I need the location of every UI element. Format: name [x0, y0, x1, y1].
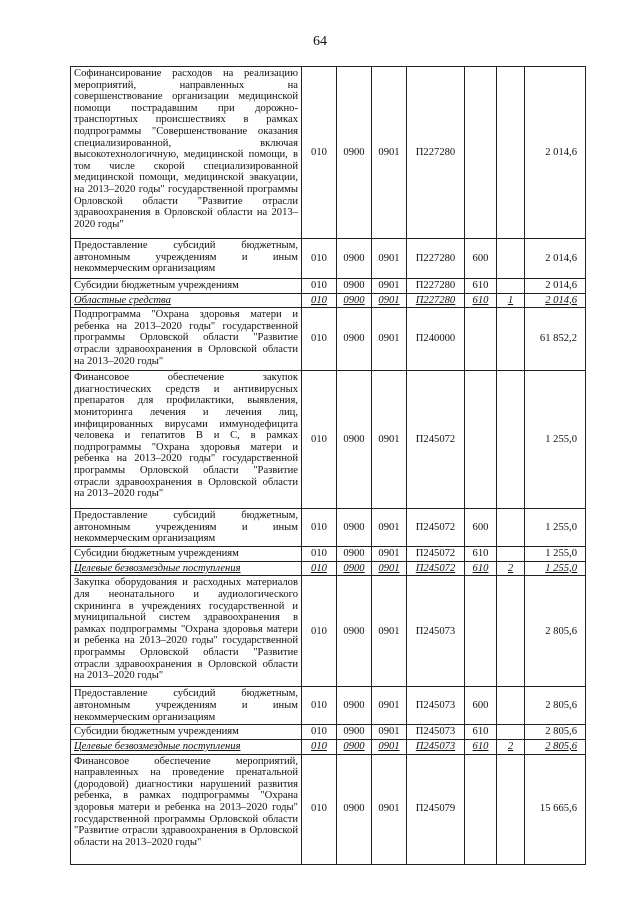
- subsection-code: 0901: [372, 754, 407, 864]
- source-code: [497, 687, 525, 725]
- source-code: [497, 308, 525, 371]
- table-row: [71, 279, 586, 294]
- target-article-code: П245072: [407, 509, 465, 547]
- expense-type-code: [465, 576, 497, 687]
- expense-type-code: 600: [465, 687, 497, 725]
- section-code: 0900: [337, 239, 372, 279]
- ministry-code: 010: [302, 279, 337, 294]
- table-row: [71, 547, 586, 562]
- table-row: [71, 576, 586, 687]
- row-description: Предоставление субсидий бюджетным, автономным учреждениям и иным некоммерческим организациям: [71, 687, 302, 725]
- ministry-code: 010: [302, 293, 337, 308]
- target-article-code: П245073: [407, 687, 465, 725]
- expense-type-code: 610: [465, 293, 497, 308]
- amount: 1 255,0: [525, 547, 586, 562]
- row-description: Софинансирование расходов на реализацию мероприятий, направленных на совершенствование организации медицинской помощи пострадавшим при дорожно-транспортных происшествиях в рамках подпрограммы "Совершенствование оказания специализированной, включая высокотехнологичную, медицинской помощи, в том числе скорой специализированной медицинской помощи, медицинской эвакуации, на 2013–2020 годы" государственной программы Орловской области "Развитие отрасли здравоохранения в Орловской области на 2013–2020 годы": [71, 67, 302, 239]
- expense-type-code: 610: [465, 561, 497, 576]
- ministry-code: 010: [302, 547, 337, 562]
- amount: 61 852,2: [525, 308, 586, 371]
- target-article-code: П245072: [407, 371, 465, 509]
- target-article-code: П245073: [407, 739, 465, 754]
- expense-type-code: 610: [465, 725, 497, 740]
- source-code: [497, 371, 525, 509]
- ministry-code: 010: [302, 739, 337, 754]
- section-code: 0900: [337, 561, 372, 576]
- subsection-code: 0901: [372, 279, 407, 294]
- amount: 2 805,6: [525, 576, 586, 687]
- row-description: Субсидии бюджетным учреждениям: [71, 547, 302, 562]
- ministry-code: 010: [302, 576, 337, 687]
- expense-type-code: [465, 67, 497, 239]
- source-code: [497, 576, 525, 687]
- table-row: [71, 509, 586, 547]
- amount: 15 665,6: [525, 754, 586, 864]
- section-code: 0900: [337, 371, 372, 509]
- section-code: 0900: [337, 308, 372, 371]
- expense-type-code: 610: [465, 279, 497, 294]
- row-description: Субсидии бюджетным учреждениям: [71, 279, 302, 294]
- table-body: [71, 67, 586, 865]
- row-description: Закупка оборудования и расходных материалов для неонатального и аудиологического скрининга в учреждениях государственной и муниципальной систем здравоохранения в рамках подпрограммы "Охрана здоровья матери и ребенка на 2013–2020 годы" государственной программы Орловской области "Развитие отрасли здравоохранения в Орловской области на 2013–2020 годы": [71, 576, 302, 687]
- ministry-code: 010: [302, 67, 337, 239]
- subsection-code: 0901: [372, 371, 407, 509]
- table-row: [71, 293, 586, 308]
- amount: 2 014,6: [525, 293, 586, 308]
- section-code: 0900: [337, 725, 372, 740]
- target-article-code: П240000: [407, 308, 465, 371]
- section-code: 0900: [337, 293, 372, 308]
- target-article-code: П227280: [407, 293, 465, 308]
- row-description: Подпрограмма "Охрана здоровья матери и ребенка на 2013–2020 годы" государственной программы Орловской области "Развитие отрасли здравоохранения в Орловской области на 2013–2020 годы": [71, 308, 302, 371]
- source-code: 2: [497, 739, 525, 754]
- row-description: Финансовое обеспечение мероприятий, направленных на проведение пренатальной (дородовой) диагностики нарушений развития ребенка, в рамках подпрограммы "Охрана здоровья матери и ребенка на 2013–2020 годы" государственной программы Орловской области "Развитие отрасли здравоохранения в Орловской области на 2013–2020 годы": [71, 754, 302, 864]
- ministry-code: 010: [302, 754, 337, 864]
- row-description: Предоставление субсидий бюджетным, автономным учреждениям и иным некоммерческим организациям: [71, 239, 302, 279]
- subsection-code: 0901: [372, 687, 407, 725]
- table-row: [71, 754, 586, 864]
- amount: 2 014,6: [525, 279, 586, 294]
- ministry-code: 010: [302, 371, 337, 509]
- subsection-code: 0901: [372, 547, 407, 562]
- section-code: 0900: [337, 67, 372, 239]
- budget-table: [70, 66, 586, 865]
- row-description: Целевые безвозмездные поступления: [71, 739, 302, 754]
- amount: 2 805,6: [525, 725, 586, 740]
- table-row: [71, 67, 586, 239]
- amount: 2 014,6: [525, 67, 586, 239]
- amount: 1 255,0: [525, 509, 586, 547]
- subsection-code: 0901: [372, 561, 407, 576]
- source-code: [497, 725, 525, 740]
- expense-type-code: 610: [465, 739, 497, 754]
- expense-type-code: [465, 371, 497, 509]
- target-article-code: П245073: [407, 725, 465, 740]
- subsection-code: 0901: [372, 725, 407, 740]
- target-article-code: П245079: [407, 754, 465, 864]
- subsection-code: 0901: [372, 739, 407, 754]
- subsection-code: 0901: [372, 239, 407, 279]
- row-description: Предоставление субсидий бюджетным, автономным учреждениям и иным некоммерческим организациям: [71, 509, 302, 547]
- source-code: 2: [497, 561, 525, 576]
- ministry-code: 010: [302, 509, 337, 547]
- target-article-code: П245072: [407, 547, 465, 562]
- target-article-code: П227280: [407, 239, 465, 279]
- source-code: 1: [497, 293, 525, 308]
- row-description: Целевые безвозмездные поступления: [71, 561, 302, 576]
- section-code: 0900: [337, 687, 372, 725]
- section-code: 0900: [337, 739, 372, 754]
- table-row: [71, 239, 586, 279]
- section-code: 0900: [337, 754, 372, 864]
- table-row: [71, 371, 586, 509]
- amount: 1 255,0: [525, 371, 586, 509]
- source-code: [497, 509, 525, 547]
- row-description: Субсидии бюджетным учреждениям: [71, 725, 302, 740]
- subsection-code: 0901: [372, 308, 407, 371]
- expense-type-code: 600: [465, 509, 497, 547]
- amount: 2 805,6: [525, 687, 586, 725]
- target-article-code: П245073: [407, 576, 465, 687]
- row-description: Финансовое обеспечение закупок диагностических средств и антивирусных препаратов для профилактики, выявления, мониторинга лечения и лечения лиц, инфицированных вирусами иммунодефицита человека и гепатитов В и С, в рамках подпрограммы "Охрана здоровья матери и ребенка на 2013–2020 годы" государственной программы Орловской области "Развитие отрасли здравоохранения в Орловской области на 2013–2020 годы": [71, 371, 302, 509]
- amount: 1 255,0: [525, 561, 586, 576]
- subsection-code: 0901: [372, 576, 407, 687]
- ministry-code: 010: [302, 239, 337, 279]
- page-number: 64: [313, 34, 327, 49]
- subsection-code: 0901: [372, 67, 407, 239]
- expense-type-code: 600: [465, 239, 497, 279]
- section-code: 0900: [337, 509, 372, 547]
- subsection-code: 0901: [372, 509, 407, 547]
- section-code: 0900: [337, 547, 372, 562]
- expense-type-code: 610: [465, 547, 497, 562]
- amount: 2 014,6: [525, 239, 586, 279]
- table-row: [71, 308, 586, 371]
- source-code: [497, 67, 525, 239]
- subsection-code: 0901: [372, 293, 407, 308]
- target-article-code: П227280: [407, 279, 465, 294]
- table-row: [71, 561, 586, 576]
- table-row: [71, 687, 586, 725]
- source-code: [497, 754, 525, 864]
- amount: 2 805,6: [525, 739, 586, 754]
- source-code: [497, 279, 525, 294]
- ministry-code: 010: [302, 687, 337, 725]
- ministry-code: 010: [302, 725, 337, 740]
- table-row: [71, 739, 586, 754]
- row-description: Областные средства: [71, 293, 302, 308]
- target-article-code: П227280: [407, 67, 465, 239]
- table-row: [71, 725, 586, 740]
- source-code: [497, 239, 525, 279]
- source-code: [497, 547, 525, 562]
- section-code: 0900: [337, 279, 372, 294]
- ministry-code: 010: [302, 561, 337, 576]
- expense-type-code: [465, 754, 497, 864]
- ministry-code: 010: [302, 308, 337, 371]
- expense-type-code: [465, 308, 497, 371]
- target-article-code: П245072: [407, 561, 465, 576]
- section-code: 0900: [337, 576, 372, 687]
